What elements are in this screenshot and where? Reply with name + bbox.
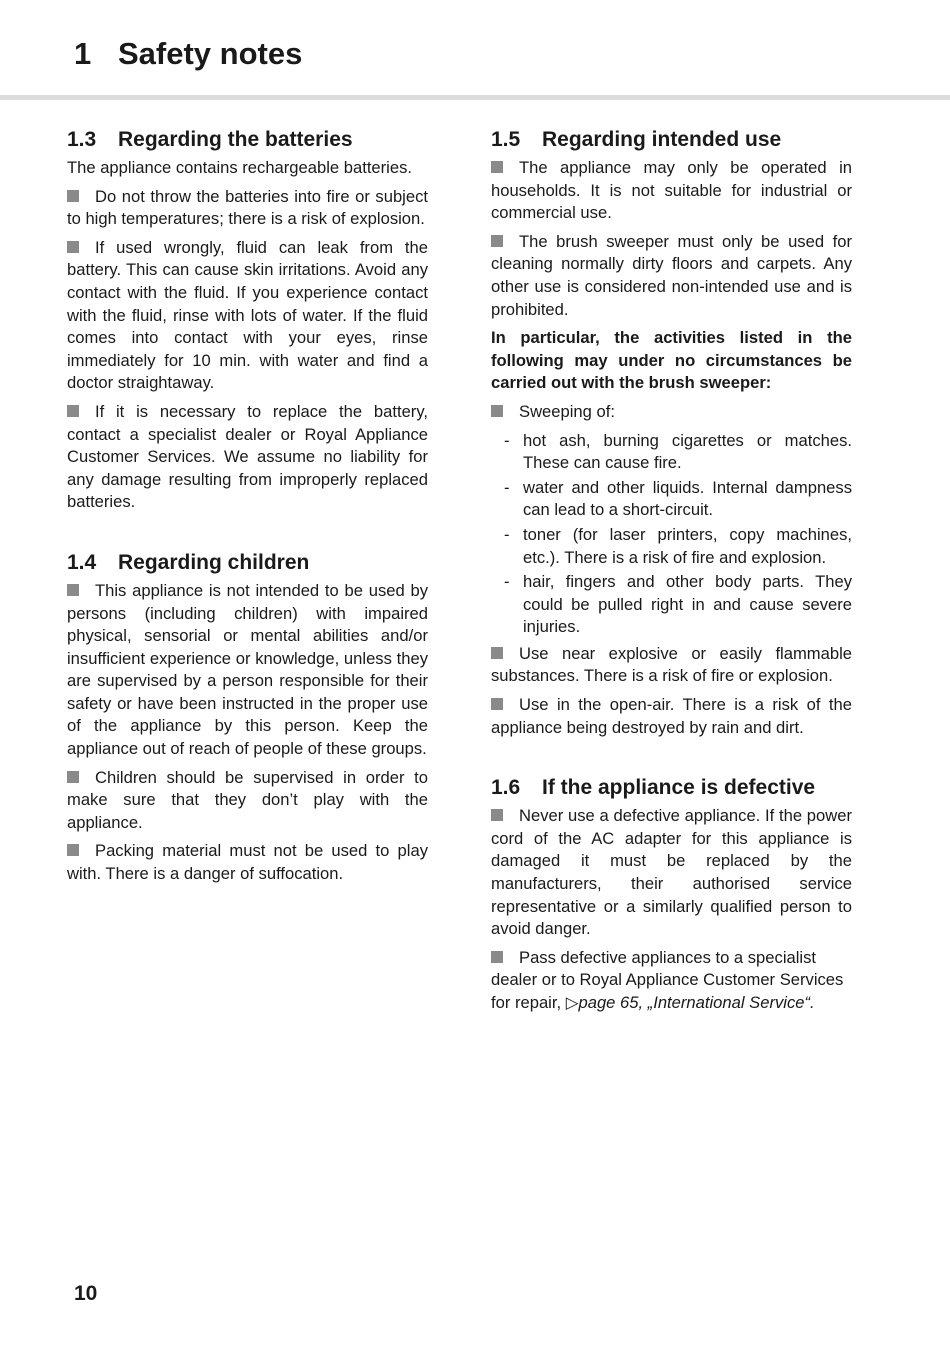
bullet-item (491, 947, 852, 1015)
square-bullet-icon (491, 235, 503, 247)
square-bullet-icon (491, 951, 503, 963)
bullet-text: Children should be supervised in order to make sure that they don’t play with the appliance. (67, 767, 428, 832)
square-bullet-icon (67, 190, 79, 202)
section-number: 1.3 (67, 128, 97, 151)
square-bullet-icon (491, 405, 503, 417)
bullet-item (67, 580, 428, 761)
dash-marker: - (504, 477, 510, 497)
page-number: 10 (74, 1282, 98, 1305)
chapter-header (0, 0, 950, 100)
dash-marker: - (504, 430, 510, 450)
chapter-number: 1 (74, 36, 92, 71)
square-bullet-icon (491, 647, 503, 659)
dash-marker: - (504, 572, 510, 592)
square-bullet-icon (67, 584, 79, 596)
list-item (491, 571, 852, 639)
bullet-item (67, 767, 428, 835)
dash-marker: - (504, 524, 510, 544)
bullet-text: Use near explosive or easily flammable substances. There is a risk of fire or explosion. (491, 643, 852, 686)
left-column (67, 125, 428, 892)
square-bullet-icon (491, 698, 503, 710)
list-item (491, 524, 852, 569)
section-children (67, 548, 428, 886)
square-bullet-icon (67, 844, 79, 856)
list-item-text: toner (for laser printers, copy machines, etc.). There is a risk of fire and explosion. (523, 524, 852, 567)
triangle-arrow-icon: ▷ (565, 993, 579, 1012)
square-bullet-icon (491, 161, 503, 173)
square-bullet-icon (67, 241, 79, 253)
bullet-text: Do not throw the batteries into fire or subject to high temperatures; there is a risk of explosion. (67, 186, 428, 229)
section-number: 1.4 (67, 550, 97, 574)
bullet-text: Pass defective appliances to a specialist dealer or to Royal Appliance Customer Services for repair, (491, 947, 844, 1012)
bullet-text: Use in the open-air. There is a risk of the appliance being destroyed by rain and dirt. (491, 695, 852, 737)
bullet-text: Packing material must not be used to play with. There is a danger of suffocation. (67, 841, 428, 884)
square-bullet-icon (67, 405, 79, 417)
section-intended-use (491, 125, 852, 739)
bullet-item (67, 186, 428, 231)
section-number: 1.5 (491, 128, 521, 151)
list-item (491, 477, 852, 522)
bullet-item (491, 157, 852, 225)
section-title (491, 125, 852, 155)
page-crossref-link[interactable]: page 65, „International Service“. (578, 993, 815, 1012)
bullet-item (491, 643, 852, 688)
bullet-text: If it is necessary to replace the battery, contact a specialist dealer or Royal Appliance Customer Services. We assume no liability for any damage resulting from improperly replaced batteries. (67, 401, 428, 512)
bullet-text: Never use a defective appliance. If the power cord of the AC adapter for this appliance is damaged it must be replaced by the manufacturers, their authorised service representative or a similarly qualified person to avoid danger. (491, 806, 852, 939)
sweeping-list (491, 430, 852, 639)
chapter-title-text: Safety notes (118, 36, 303, 71)
section-number: 1.6 (491, 776, 521, 800)
list-item-text: water and other liquids. Internal dampness can lead to a short-circuit. (523, 477, 852, 520)
bullet-text: If used wrongly, fluid can leak from the battery. This can cause skin irritations. Avoid any contact with the fluid. If you experience contact with the fluid, rinse with lots of water. If the fluid comes into contact with your eyes, rinse immediately for 10 min. with water and find a doctor straightaway. (67, 237, 428, 393)
bullet-item (67, 401, 428, 514)
bullet-item (491, 805, 852, 941)
square-bullet-icon (67, 771, 79, 783)
bullet-item (67, 237, 428, 395)
bullet-item (491, 401, 852, 424)
emphasis-paragraph: In particular, the activities listed in the following may under no circumstances be carried out with the brush sweeper: (491, 328, 852, 393)
section-title-text: Regarding children (118, 550, 310, 574)
section-intro: The appliance contains rechargeable batteries. (67, 158, 413, 177)
square-bullet-icon (491, 809, 503, 821)
section-title-text: Regarding the batteries (118, 128, 353, 151)
section-title-text: Regarding intended use (542, 128, 782, 151)
bullet-text: This appliance is not intended to be used by persons (including children) with impaired physical, sensorial or mental abilities and/or insufficient experience or knowledge, unless they are supervised by a person responsible for their safety or have been instructed in the proper use of the appliance by this person. Keep the appliance out of reach of people of these groups. (67, 580, 428, 759)
section-defective (491, 773, 852, 1014)
chapter-title (74, 34, 302, 74)
bullet-text: The appliance may only be operated in households. It is not suitable for industrial or commercial use. (491, 158, 852, 223)
right-column (491, 125, 852, 1021)
section-title-text: If the appliance is defective (542, 776, 816, 800)
bullet-text: The brush sweeper must only be used for cleaning normally dirty floors and carpets. Any other use is considered non-intended use and is prohibited. (491, 231, 852, 319)
list-item-text: hair, fingers and other body parts. They could be pulled right in and cause severe injuries. (523, 572, 852, 637)
bullet-item (491, 231, 852, 321)
section-title (67, 548, 428, 578)
list-item-text: hot ash, burning cigarettes or matches. These can cause fire. (523, 430, 852, 473)
section-title (67, 125, 428, 155)
section-title (491, 773, 852, 803)
bullet-item (67, 840, 428, 885)
bullet-item (491, 694, 852, 739)
bullet-text: Sweeping of: (519, 401, 615, 421)
list-item (491, 430, 852, 475)
section-batteries (67, 125, 428, 514)
